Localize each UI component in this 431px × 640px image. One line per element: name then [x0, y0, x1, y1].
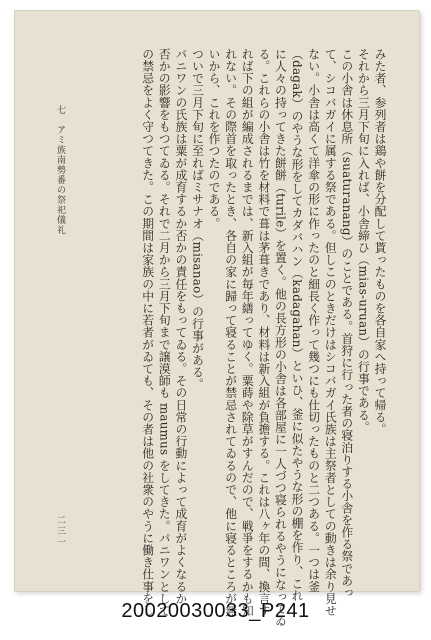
text-line: いから、これを作つたのである。: [207, 48, 222, 230]
text-line: ついで三月下旬に至ればミサナオ（misanao）の行事がある。: [190, 48, 205, 391]
running-header: 七 アミ族南勢番の祭祀儀礼: [55, 105, 65, 235]
text-line: て、シコバガイに属する祭である。但しこのときだけはシコバガイ氏族は主祭者としての動きは余り見せ: [323, 48, 338, 617]
text-line: れば下の組が編成されるまでは、新入組が毎年繕ってゆく。粟蒔や除草がすんだので、戦爭をするかも知: [240, 48, 255, 617]
text-line: る。これらの小舎は竹を材料で葺は茅葺きであり、材料は新入組が負擔する。これは八ヶ年の間、換言す: [256, 48, 271, 617]
page-number: 二三一: [55, 515, 65, 548]
text-line: の禁忌をよく守つてきた。この期間は家族の中に若者がゐても、その者は他の社衆のやうに働き仕事をし: [140, 48, 155, 617]
text-line: れない。その際首を取ったとき、各自の家に歸って寝ることが禁忌されてゐるので、他に寝るところが無: [223, 48, 238, 617]
text-line: に人々の持ってきた餅餅（turile）を置く。他の長方形の小舎は各部屋に一人づつ寝られるやうになってゐ: [273, 48, 288, 627]
text-line: 否かの影響をもつてゐる。それで二月から三月下旬まで譲漠師も maumus をしてきた。パニワンとして: [157, 48, 172, 617]
text-line: ない。小舎は高くて洋傘の形に作ったのと細長く作って幾つにも仕切ったものと二つある。一つは釜: [306, 48, 321, 593]
text-line: それから三月下旬に入れば、小舎締ひ（mias-uruan）の行事である。: [356, 48, 371, 434]
text-line: （dagak）のやうな形をしてカダバハン（kadagahan）といひ、釜に似たやうな形の棚を作り、これ: [290, 48, 305, 602]
text-line: パニワンの氏族は粟が成育するか否かの責任をもってゐる。その日常の行動によって成育がよくなるか: [173, 48, 188, 605]
text-line: みた者、参列者は鶏や餅を分配して貰ったものを各自家へ持って帰る。: [373, 48, 387, 436]
text-line: この小舎は休息所（suaturanang）のことである。首狩に行った者の寝泊りする小舎を作る祭であっ: [339, 48, 354, 599]
image-caption: 20020030033_P241: [121, 600, 310, 622]
